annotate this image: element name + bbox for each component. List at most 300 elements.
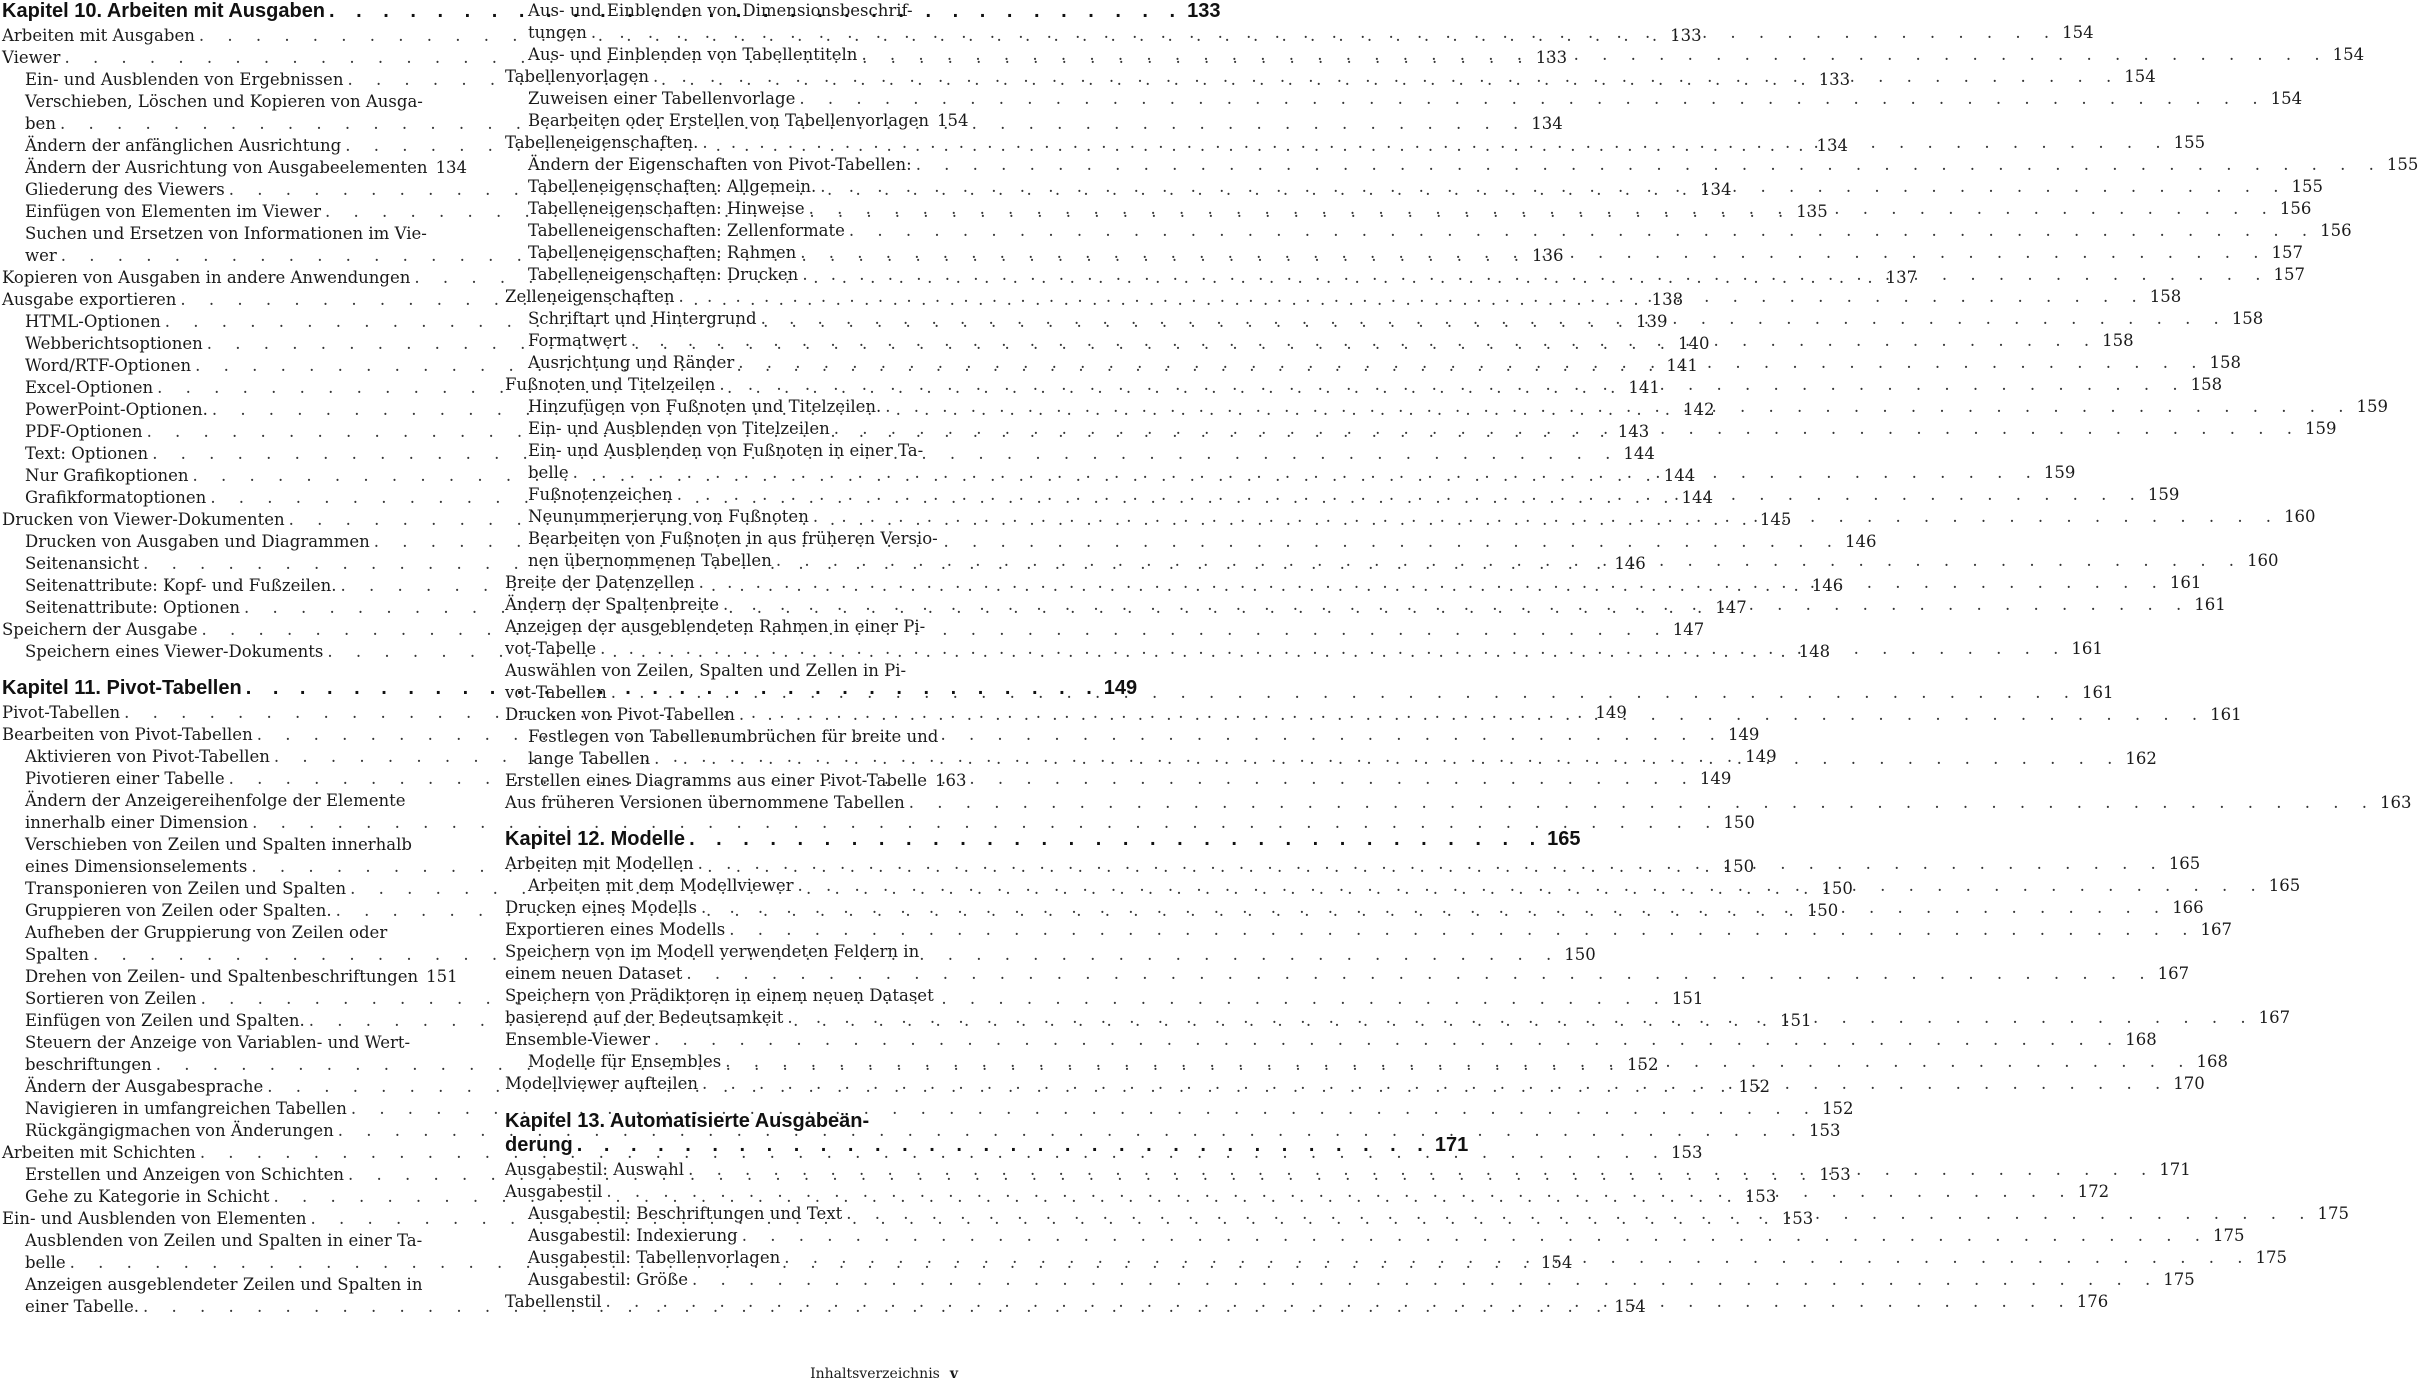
entry-text: ben (25, 114, 56, 133)
entry-text: Ein- und Ausblenden von Titelzeilen (528, 419, 830, 438)
entry-line (25, 1098, 1854, 1120)
leader-dots (678, 286, 2145, 308)
entry-page-number: 156 (2320, 221, 2352, 240)
leader-dots (573, 462, 2040, 484)
entry-page-number: 155 (2386, 155, 2418, 174)
leader-dots (742, 1225, 2209, 1247)
leader-dots (719, 374, 2186, 396)
entry-text: Hinzufügen von Fußnoten und Titelzeilen. (528, 397, 882, 416)
entry-text: eines Dimensionselements (25, 857, 248, 876)
entry-page-number: 161 (2210, 705, 2242, 724)
leader-dots (692, 1269, 2159, 1291)
entry-text: Arbeiten mit Schichten (2, 1143, 196, 1162)
entry-page-number: 158 (2149, 287, 2182, 306)
entry-page-number: 161 (2169, 573, 2202, 592)
toc-entry (505, 154, 2418, 176)
leader-dots (698, 853, 2165, 875)
entry-text: Sortieren von Zeilen (25, 989, 197, 1008)
entry-page-number: 168 (2125, 1030, 2157, 1049)
entry-text: Drucken eines Modells (505, 898, 697, 917)
entry-line (528, 220, 2352, 242)
entry-text: Rückgängigmachen von Änderungen (25, 1121, 334, 1140)
page-footer (810, 1366, 958, 1382)
leader-dots (909, 792, 2376, 814)
entry-text: Fußnotenzeichen (528, 485, 673, 504)
entry-page-number: 151 (426, 967, 458, 986)
leader-dots (257, 724, 1724, 746)
leader-dots (723, 594, 2190, 616)
toc-entry (505, 792, 2412, 814)
chapter-title-line (505, 828, 1581, 853)
leader-dots (653, 66, 2120, 88)
entry-page-number: 141 (1628, 378, 1660, 397)
leader-dots (885, 396, 2352, 418)
entry-page-number: 156 (2279, 199, 2312, 218)
entry-page-number: 165 (2168, 854, 2201, 873)
entry-page-number: 151 (1779, 1011, 1812, 1030)
entry-text: basierend auf der Bedeutsamkeit (505, 1008, 784, 1027)
entry-text: Speichern eines Viewer-Dokuments (25, 642, 324, 661)
leader-dots (809, 198, 2276, 220)
entry-text: Arbeiten mit Ausgaben (2, 26, 195, 45)
chapter-title: Kapitel 13. Automatisierte Ausgabeän- (505, 1110, 870, 1132)
entry-text: Seitenansicht (25, 554, 140, 573)
entry-text: Bearbeiten von Fußnoten in aus früheren Versio- (528, 529, 938, 548)
entry-page-number: 161 (2081, 683, 2114, 702)
entry-page-number: 143 (1617, 422, 1650, 441)
chapter-title-line (2, 677, 1138, 702)
chapter-page-number: 133 (1187, 0, 1221, 22)
entry-page-number: 167 (2157, 964, 2190, 983)
entry-page-number: 152 (1822, 1099, 1854, 1118)
entry-page-number: 149 (1595, 703, 1627, 722)
entry-page-number: 161 (2194, 595, 2226, 614)
entry-text: Tabelleneigenschaften. (505, 133, 699, 152)
entry-page-number: 175 (2317, 1204, 2349, 1223)
entry-text: Aus- und Einblenden von Tabellentiteln (528, 45, 858, 64)
entry-page-number: 147 (1672, 620, 1705, 639)
leader-dots (600, 638, 2067, 660)
entry-page-number: 153 (1744, 1187, 1777, 1206)
chapter-page-number: 171 (1434, 1134, 1469, 1156)
entry-line (505, 919, 2232, 941)
entry-page-number: 160 (2284, 507, 2316, 526)
entry-page-number: 145 (1759, 510, 1792, 529)
entry-text: Schriftart und Hintergrund (528, 309, 757, 328)
leader-dots (729, 919, 2196, 941)
entry-text: Kopieren von Ausgaben in andere Anwendungen (2, 268, 411, 287)
chapter-heading (2, 677, 1138, 702)
chapter-heading (505, 828, 1581, 853)
entry-text: Pivotieren einer Tabelle (25, 769, 225, 788)
entry-text: Ausgabestil (505, 1182, 603, 1201)
entry-page-number: 140 (1678, 334, 1710, 353)
leader-dots (631, 330, 2098, 352)
entry-page-number: 135 (1796, 202, 1828, 221)
entry-page-number: 153 (1809, 1121, 1841, 1140)
entry-page-number: 158 (2209, 353, 2242, 372)
entry-page-number: 154 (937, 111, 969, 130)
chapter-heading (505, 1109, 1469, 1159)
entry-text: Erstellen und Anzeigen von Schichten (25, 1165, 344, 1184)
footer-label: Inhaltsverzeichnis (810, 1366, 940, 1382)
entry-text: Tabelleneigenschaften: Zellenformate (528, 221, 845, 240)
entry-text: Webberichtsoptionen (25, 334, 203, 353)
entry-text: Tabellenstil (505, 1292, 602, 1311)
leader-dots (577, 1134, 1431, 1157)
entry-page-number: 171 (2159, 1160, 2191, 1179)
entry-page-number: 136 (1532, 246, 1564, 265)
entry-page-number: 165 (2268, 876, 2301, 895)
chapter-page-number: 165 (1547, 828, 1581, 850)
entry-page-number: 155 (2173, 133, 2206, 152)
entry-page-number: 172 (2077, 1182, 2110, 1201)
entry-text: Verschieben, Löschen und Kopieren von Ausga- (25, 92, 423, 111)
entry-text: einem neuen Dataset (505, 964, 683, 983)
leader-dots (702, 132, 2169, 154)
entry-text: HTML-Optionen (25, 312, 161, 331)
entry-page-number: 170 (2173, 1074, 2205, 1093)
entry-page-number: 159 (2356, 397, 2388, 416)
entry-text: Pivot-Tabellen (2, 703, 121, 722)
entry-page-number: 146 (1844, 532, 1877, 551)
entry-page-number: 154 (1540, 1253, 1573, 1272)
entry-page-number: 150 (1806, 901, 1839, 920)
entry-text: Ausgabestil: Beschriftungen und Text (528, 1204, 843, 1223)
chapter-title-cont: derung (505, 1134, 573, 1156)
entry-line (528, 110, 969, 132)
entry-text: Ausgabestil: Größe (528, 1270, 688, 1289)
leader-dots (820, 176, 2287, 198)
entry-text: Viewer (2, 48, 61, 67)
toc-entry (505, 1269, 2195, 1291)
entry-page-number: 157 (2271, 243, 2303, 262)
entry-text: belle (25, 1253, 66, 1272)
entry-page-number: 176 (2076, 1292, 2109, 1311)
entry-page-number: 159 (2147, 485, 2180, 504)
entry-page-number: 175 (2212, 1226, 2245, 1245)
entry-text: Ausblenden von Zeilen und Spalten in einer Ta- (25, 1231, 423, 1250)
leader-dots (761, 308, 2228, 330)
entry-text: Text: Optionen (25, 444, 149, 463)
entry-text: Arbeiten mit dem Modellviewer (528, 876, 794, 895)
entry-line (505, 1029, 2157, 1051)
entry-text: Ausrichtung und Ränder (528, 353, 735, 372)
entry-text: Seitenattribute: Kopf- und Fußzeilen. (25, 576, 337, 595)
entry-page-number: 167 (2200, 920, 2232, 939)
entry-page-number: 133 (1670, 26, 1702, 45)
leader-dots (654, 748, 2121, 770)
entry-text: Zuweisen einer Tabellenvorlage (528, 89, 796, 108)
entry-page-number: 163 (2379, 793, 2412, 812)
entry-text: Drucken von Ausgaben und Diagrammen (25, 532, 370, 551)
entry-text: Drehen von Zeilen- und Spaltenbeschriftungen (25, 967, 419, 986)
entry-page-number: 163 (934, 771, 967, 790)
leader-dots (654, 1029, 2121, 1051)
entry-page-number: 158 (2190, 375, 2223, 394)
leader-dots (798, 875, 2265, 897)
leader-dots (787, 1007, 2254, 1029)
leader-dots (802, 264, 2269, 286)
entry-text: einer Tabelle. (25, 1297, 140, 1316)
entry-text: Ändern der Ausgabesprache (25, 1077, 264, 1096)
leader-dots (702, 1073, 2169, 1095)
leader-dots (699, 572, 2166, 594)
leader-dots (611, 682, 2078, 704)
entry-text: Exportieren eines Modells (505, 920, 726, 939)
entry-text: beschriftungen (25, 1055, 152, 1074)
entry-text: Auswählen von Zeilen, Spalten und Zellen in Pi- (505, 661, 907, 680)
entry-page-number: 138 (1651, 290, 1684, 309)
entry-text: Spalten (25, 945, 90, 964)
entry-text: Speichern von im Modell verwendeten Feldern in (505, 942, 920, 961)
entry-text: Gliederung des Viewers (25, 180, 225, 199)
entry-line (505, 963, 2190, 985)
entry-page-number: 150 (1564, 945, 1596, 964)
entry-page-number: 152 (1627, 1055, 1659, 1074)
entry-text: Aufheben der Gruppierung von Zeilen oder (25, 923, 388, 942)
entry-page-number: 149 (1727, 725, 1760, 744)
entry-text: Tabelleneigenschaften: Hinweise (528, 199, 805, 218)
entry-text: Drucken von Pivot-Tabellen (505, 705, 735, 724)
leader-dots (784, 1247, 2251, 1269)
entry-text: Ein- und Ausblenden von Elementen (2, 1209, 307, 1228)
entry-text: Navigieren in umfangreichen Tabellen (25, 1099, 347, 1118)
leader-dots (846, 1203, 2313, 1225)
entry-page-number: 150 (1723, 813, 1755, 832)
entry-text: Transponieren von Zeilen und Spalten (25, 879, 347, 898)
entry-page-number: 168 (2196, 1052, 2228, 1071)
entry-text: Verschieben von Zeilen und Spalten innerhalb (25, 835, 412, 854)
entry-page-number: 161 (2071, 639, 2103, 658)
leader-dots (739, 704, 2206, 726)
entry-text: Gehe zu Kategorie in Schicht (25, 1187, 270, 1206)
chapter-page-number: 149 (1103, 677, 1138, 699)
entry-text: PowerPoint-Optionen. (25, 400, 208, 419)
entry-text: Modelle für Ensembles (528, 1052, 722, 1071)
entry-page-number: 157 (2273, 265, 2306, 284)
entry-text: Fußnoten und Titelzeilen (505, 375, 716, 394)
entry-page-number: 149 (1745, 747, 1777, 766)
toc-entry (505, 220, 2352, 242)
entry-page-number: 133 (1535, 48, 1568, 67)
entry-page-number: 141 (1666, 356, 1698, 375)
entry-page-number: 147 (1715, 598, 1747, 617)
entry-text: Festlegen von Tabellenumbrüchen für breite und (528, 727, 939, 746)
leader-dots (861, 44, 2328, 66)
leader-dots (916, 154, 2383, 176)
leader-dots (606, 1181, 2073, 1203)
entry-text: Gruppieren von Zeilen oder Spalten. (25, 901, 332, 920)
entry-page-number: 159 (2043, 463, 2076, 482)
leader-dots (677, 484, 2144, 506)
entry-text: Ein- und Ausblenden von Ergebnissen (25, 70, 344, 89)
entry-page-number: 153 (1671, 1143, 1703, 1162)
leader-dots (689, 828, 1543, 851)
entry-text: Aus früheren Versionen übernommene Tabellen (505, 793, 905, 812)
chapter-title: Kapitel 12. Modelle (505, 828, 686, 850)
entry-text: Arbeiten mit Modellen (505, 854, 694, 873)
entry-page-number: 153 (1781, 1209, 1814, 1228)
entry-text: Ändern der Spaltenbreite (505, 595, 719, 614)
entry-text: Anzeigen ausgeblendeter Zeilen und Spalten in (25, 1275, 423, 1294)
leader-dots (813, 506, 2280, 528)
entry-line (528, 88, 2303, 110)
entry-page-number: 153 (1819, 1165, 1851, 1184)
entry-page-number: 134 (1816, 136, 1848, 155)
entry-text: Tabelleneigenschaften: Rahmen (528, 243, 797, 262)
entry-text: Suchen und Ersetzen von Informationen im Vie- (25, 224, 427, 243)
entry-text: wer (25, 246, 57, 265)
entry-text: Einfügen von Zeilen und Spalten. (25, 1011, 305, 1030)
entry-page-number: 175 (2255, 1248, 2287, 1267)
entry-text: Drucken von Viewer-Dokumenten (2, 510, 285, 529)
toc-entry (2, 966, 457, 988)
entry-page-number: 160 (2247, 551, 2279, 570)
entry-page-number: 154 (2124, 67, 2156, 86)
chapter-title-line (505, 1134, 1469, 1159)
entry-page-number: 152 (1738, 1077, 1770, 1096)
entry-text: Tabelleneigenschaften: Drucken (528, 265, 799, 284)
toc-entry (2, 157, 468, 179)
entry-page-number: 134 (1699, 180, 1732, 199)
entry-text: Ändern der Eigenschaften von Pivot-Tabellen: (528, 155, 912, 174)
entry-text: Zelleneigenschaften (505, 287, 675, 306)
entry-text: Seitenattribute: Optionen (25, 598, 240, 617)
entry-page-number: 154 (1614, 1297, 1646, 1316)
entry-text: Speichern der Ausgabe (2, 620, 198, 639)
entry-page-number: 149 (1699, 769, 1732, 788)
entry-text: tungen (528, 23, 587, 42)
entry-page-number: 162 (2125, 749, 2157, 768)
leader-dots (725, 1051, 2192, 1073)
entry-text: vot-Tabelle (505, 639, 597, 658)
entry-text: Neunummerierung von Fußnoten (528, 507, 809, 526)
toc-entry (505, 1225, 2245, 1247)
entry-text: belle (528, 463, 569, 482)
entry-page-number: 148 (1798, 642, 1831, 661)
entry-page-number: 158 (2231, 309, 2264, 328)
entry-text: Einfügen von Elementen im Viewer (25, 202, 322, 221)
leader-dots (800, 242, 2267, 264)
entry-text: Grafikformatoptionen (25, 488, 207, 507)
entry-page-number: 151 (1671, 989, 1704, 1008)
entry-text: nen übernommenen Tabellen (528, 551, 772, 570)
entry-page-number: 134 (435, 158, 468, 177)
entry-line (528, 1225, 2245, 1247)
toc-entry (505, 110, 969, 132)
entry-text: Ensemble-Viewer (505, 1030, 650, 1049)
entry-line (505, 770, 967, 792)
entry-line (25, 966, 457, 988)
entry-text: vot-Tabellen (505, 683, 607, 702)
entry-text: Word/RTF-Optionen (25, 356, 192, 375)
entry-text: Ändern der Anzeigereihenfolge der Elemente (25, 791, 406, 810)
entry-page-number: 146 (1811, 576, 1844, 595)
entry-text: Ausgabe exportieren (2, 290, 177, 309)
entry-page-number: 154 (2062, 23, 2094, 42)
entry-text: innerhalb einer Dimension (25, 813, 249, 832)
entry-text: Ausgabestil: Auswahl (505, 1160, 685, 1179)
entry-page-number: 159 (2305, 419, 2337, 438)
entry-line (528, 1269, 2195, 1291)
entry-page-number: 146 (1614, 554, 1646, 573)
entry-text: Aus- und Einblenden von Dimensionsbeschrif- (528, 1, 913, 20)
entry-page-number: 154 (2332, 45, 2365, 64)
entry-line (528, 154, 2418, 176)
toc-entry (505, 1029, 2157, 1051)
entry-page-number: 150 (1821, 879, 1853, 898)
entry-page-number: 144 (1663, 466, 1696, 485)
leader-dots (738, 352, 2205, 374)
entry-text: Tabellenvorlagen (505, 67, 650, 86)
chapter-title: Kapitel 10. Arbeiten mit Ausgaben (2, 0, 326, 22)
entry-page-number: 137 (1885, 268, 1918, 287)
toc-entry (505, 770, 967, 792)
entry-page-number: 154 (2270, 89, 2303, 108)
entry-text: Nur Grafikoptionen (25, 466, 189, 485)
entry-text: Modellviewer aufteilen (505, 1074, 699, 1093)
entry-page-number: 133 (1818, 70, 1851, 89)
entry-page-number: 150 (1722, 857, 1755, 876)
entry-text: Ein- und Ausblenden von Fußnoten in einer Ta- (528, 441, 924, 460)
entry-line (25, 812, 1755, 834)
entry-text: PDF-Optionen (25, 422, 143, 441)
leader-dots (834, 418, 2301, 440)
entry-text: Aktivieren von Pivot-Tabellen (25, 747, 270, 766)
leader-dots (686, 963, 2153, 985)
entry-text: Excel-Optionen (25, 378, 154, 397)
entry-line (505, 792, 2412, 814)
entry-text: Formatwert (528, 331, 627, 350)
entry-page-number: 134 (1531, 114, 1563, 133)
entry-text: Breite der Datenzellen (505, 573, 695, 592)
entry-page-number: 144 (1623, 444, 1655, 463)
entry-page-number: 142 (1683, 400, 1715, 419)
entry-page-number: 144 (1681, 488, 1714, 507)
entry-text: Ausgabestil: Indexierung (528, 1226, 738, 1245)
entry-page-number: 158 (2102, 331, 2134, 350)
entry-text: Bearbeiten von Pivot-Tabellen (2, 725, 253, 744)
entry-text: Steuern der Anzeige von Variablen- und Wert- (25, 1033, 411, 1052)
leader-dots (776, 550, 2243, 572)
entry-page-number: 175 (2163, 1270, 2195, 1289)
entry-text: Erstellen eines Diagramms aus einer Pivot-Tabelle (505, 771, 927, 790)
entry-text: Anzeigen der ausgeblendeten Rahmen in einer Pi- (505, 617, 926, 636)
entry-page-number: 167 (2258, 1008, 2291, 1027)
entry-text: Tabelleneigenschaften: Allgemein. (528, 177, 817, 196)
leader-dots (849, 220, 2316, 242)
leader-dots (688, 1159, 2155, 1181)
entry-page-number: 166 (2172, 898, 2204, 917)
leader-dots (591, 22, 2058, 44)
entry-text: Ausgabestil: Tabellenvorlagen (528, 1248, 781, 1267)
toc-entry (505, 88, 2303, 110)
entry-page-number: 155 (2291, 177, 2324, 196)
chapter-title: Kapitel 11. Pivot-Tabellen (2, 677, 242, 699)
entry-text: Ändern der anfänglichen Ausrichtung (25, 136, 342, 155)
entry-text: Bearbeiten oder Erstellen von Tabellenvorlagen (528, 111, 930, 130)
leader-dots (799, 88, 2266, 110)
toc-entry (2, 1098, 1854, 1120)
footer-page-number: v (949, 1366, 958, 1382)
leader-dots (606, 1291, 2073, 1313)
entry-text: Speichern von Prädiktoren in einem neuen Dataset (505, 986, 934, 1005)
entry-text: Ändern der Ausrichtung von Ausgabeelementen (25, 158, 428, 177)
entry-page-number: 139 (1636, 312, 1668, 331)
leader-dots (701, 897, 2168, 919)
toc-entry (505, 919, 2232, 941)
